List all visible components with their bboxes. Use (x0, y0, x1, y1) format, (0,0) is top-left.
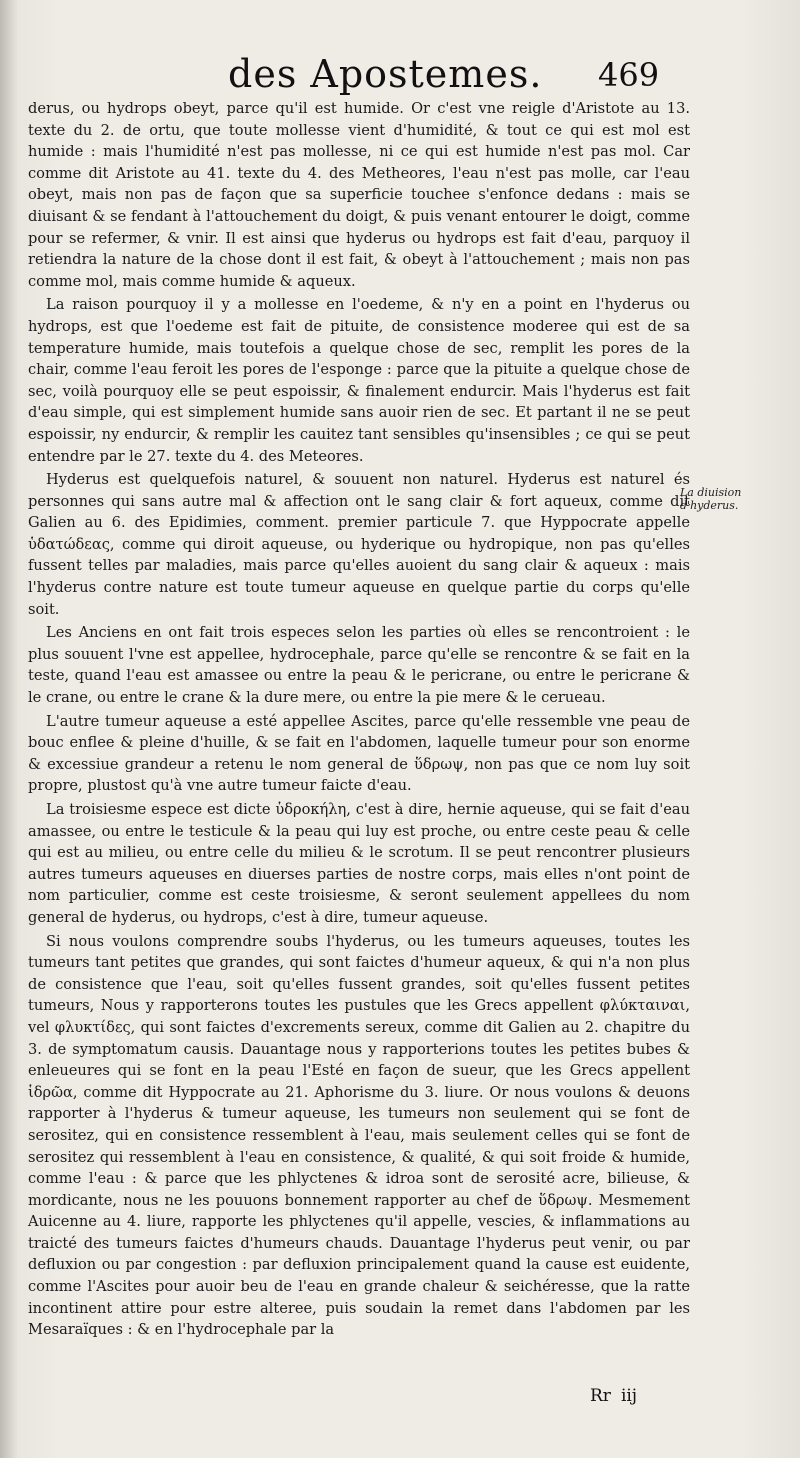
margin-note: La diuision d'hyderus. (680, 486, 742, 512)
paragraph-5: L'autre tumeur aqueuse a esté appellee Ascites, parce qu'elle ressemble vne peau de bouc enflee & pleine d'huille, & se fait en l'abdomen, laquelle tumeur pour son enorme & excessiue grandeur a retenu le nom general de ὕδρωψ, non pas que ce nom luy soit propre, plustost qu'à vne autre tumeur faicte d'eau. (28, 712, 690, 795)
paragraph-2: La raison pourquoy il y a mollesse en l'oedeme, & n'y en a point en l'hyderus ou hydrops, est que l'oedeme est fait de pituite, de consistence moderee qui est de sa temperature humide, mais toutefois a quelque chose de sec, remplit les pores de la chair, comme l'eau feroit les pores de l'esponge : parce que la pituite a quelque chose de sec, voilà pourquoy elle se peut espoissir, & finalement endurcir. Mais l'hyderus est fait d'eau simple, qui est simplement humide sans auoir rien de sec. Et partant il ne se peut espoissir, ny endurcir, & remplir les cauitez tant sensibles qu'insensibles ; ce qui se peut entendre par le 27. texte du 4. des Meteores. (28, 296, 690, 465)
paragraph-1: derus, ou hydrops obeyt, parce qu'il est humide. Or c'est vne reigle d'Aristote au 13. texte du 2. de ortu, que toute mollesse vient d'humidité, & tout ce qui est mol est humide : mais l'humidité n'est pas mollesse, ni ce qui est humide n'est pas mol. Car comme dit Aristote au 41. texte du 4. des Metheores, l'eau n'est pas molle, car l'eau obeyt, mais non pas de façon que sa superficie touchee s'enfonce dedans : mais se diuisant & se fendant à l'attouchement du doigt, & puis venant entourer le doigt, comme pour se refermer, & vnir. Il est ainsi que hyderus ou hydrops est fait d'eau, parquoy il retiendra la nature de la chose dont il est fait, & obeyt à l'attouchement ; mais non pas comme mol, mais comme humide & aqueux. (28, 100, 690, 290)
signature-number: iij (620, 1386, 638, 1406)
paragraph-7: Si nous voulons comprendre soubs l'hyderus, ou les tumeurs aqueuses, toutes les tumeurs tant petites que grandes, qui sont faictes d'humeur aqueux, & qui n'a non plus de consistence que l'eau, soit qu'elles fussent grandes, soit qu'elles fussent petites tumeurs, Nous y rapporterons toutes les pustules que les Grecs appellent φλύκταιναι, vel φλυκτίδες, qui sont faictes d'excrements sereux, comme dit Galien au 2. chapitre du 3. de symptomatum causis. Dauantage nous y rapporterions toutes les petites bubes & enleueures qui se font en la peau l'Esté en façon de sueur, que les Grecs appellent ἱδρῶα, comme dit Hyppocrate au 21. Aphorisme du 3. liure. Or nous voulons & deuons rapporter à l'hyderus & tumeur aqueuse, les tumeurs non seulement qui se font de serositez, qui en consistence ressemblent à l'eau, mais seulement celles qui se font de serositez qui ressemblent à l'eau en consistence, & qualité, & qui soit froide & humide, comme l'eau : & parce que les phlyctenes & idroa sont de serosité acre, bilieuse, & mordicante, nous ne les pouuons bonnement rapporter au chef de ὕδρωψ. Mesmement Auicenne au 4. liure, rapporte les phlyctenes qu'il appelle, vescies, & inflammations au traicté des tumeurs faictes d'humeurs chauds. Dauantage l'hyderus peut venir, ou par defluxion ou par congestion : par defluxion principalement quand la cause est euidente, comme l'Ascites pour auoir beu de l'eau en grande chaleur & seichéresse, que la ratte incontinent attire pour estre alteree, puis soudain la remet dans l'abdomen par les Mesaraïques : & en l'hydrocephale par la (28, 932, 690, 1339)
signature-mark (580, 1386, 637, 1406)
paragraph-3: Hyderus est quelquefois naturel, & souuent non naturel. Hyderus est naturel és personnes qui sans autre mal & affection ont le sang clair & fort aqueux, comme dit Galien au 6. des Epidimies, comment. premier particule 7. que Hyppocrate appelle ὑδατώδεας, comme qui diroit aqueuse, ou hyderique ou hydropique, non pas qu'elles fussent telles par maladies, mais parce qu'elles auoient du sang clair & aqueux : mais l'hyderus contre nature est toute tumeur aqueuse en quelque partie du corps qu'elle soit. (28, 471, 690, 618)
running-title: des Apostemes. (228, 52, 543, 96)
paragraph-6: La troisiesme espece est dicte ὑδροκήλη, c'est à dire, hernie aqueuse, qui se fait d'eau amassee, ou entre le testicule & la peau qui luy est proche, ou entre ceste peau & celle qui est au milieu, ou entre celle du milieu & le scrotum. Il se peut rencontrer plusieurs autres tumeurs aqueuses en diuerses parties de nostre corps, mais elles n'ont point de nom particulier, comme est ceste troisiesme, & seront seulement appellees du nom general de hyderus, ou hydrops, c'est à dire, tumeur aqueuse. (28, 801, 690, 926)
body-text (28, 98, 690, 1343)
signature-letters: Rr (590, 1386, 611, 1406)
paragraph-4: Les Anciens en ont fait trois especes selon les parties où elles se rencontroient : le plus souuent l'vne est appellee, hydrocephale, parce qu'elle se rencontre & se fait en la teste, quand l'eau est amassee ou entre la peau & le pericrane, ou entre le pericrane & le crane, ou entre le crane & la dure mere, ou entre la pie mere & le cerueau. (28, 624, 690, 707)
page-number: 469 (598, 56, 660, 94)
running-head (0, 52, 800, 102)
